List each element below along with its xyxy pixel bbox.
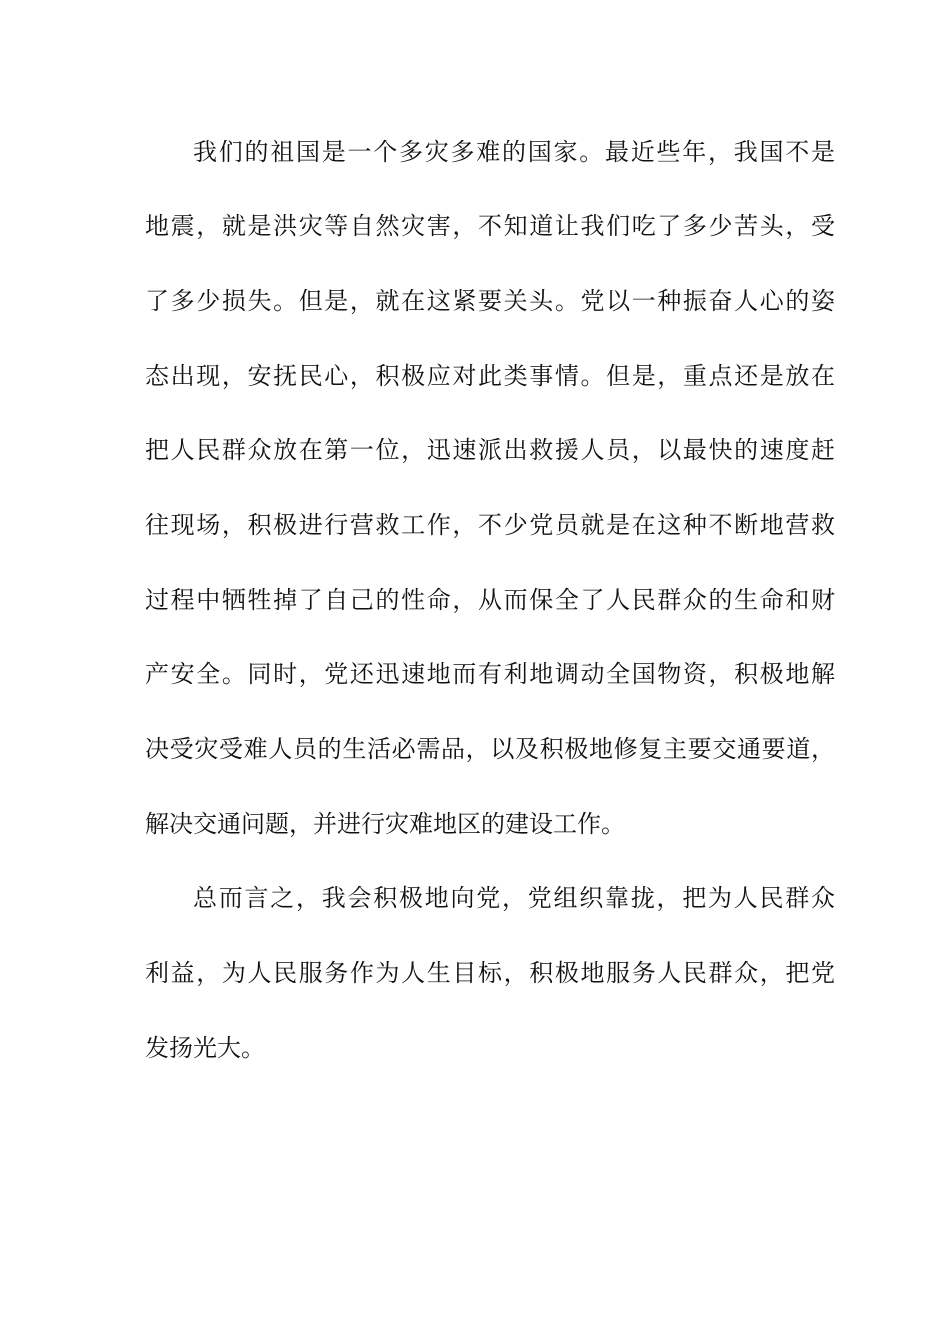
text-line: 把人民群众放在第一位，迅速派出救援人员，以最快的速度赶: [145, 436, 835, 464]
text-line: 了多少损失。但是，就在这紧要关头。党以一种振奋人心的姿: [145, 287, 835, 315]
text-line: 过程中牺牲掉了自己的性命，从而保全了人民群众的生命和财: [145, 586, 835, 614]
text-line: 地震，就是洪灾等自然灾害，不知道让我们吃了多少苦头，受: [145, 212, 835, 240]
text-line: 总而言之，我会积极地向党，党组织靠拢，把为人民群众: [193, 884, 835, 912]
text-line: 决受灾受难人员的生活必需品，以及积极地修复主要交通要道，: [145, 735, 835, 763]
text-line: 往现场，积极进行营救工作，不少党员就是在这种不断地营救: [145, 511, 835, 539]
text-line: 发扬光大。: [145, 1034, 265, 1062]
text-line: 我们的祖国是一个多灾多难的国家。最近些年，我国不是: [193, 138, 835, 166]
text-line: 产安全。同时，党还迅速地而有利地调动全国物资，积极地解: [145, 660, 835, 688]
text-line: 态出现，安抚民心，积极应对此类事情。但是，重点还是放在: [145, 362, 835, 390]
text-line: 解决交通问题，并进行灾难地区的建设工作。: [145, 810, 625, 838]
text-line: 利益，为人民服务作为人生目标，积极地服务人民群众，把党: [145, 959, 835, 987]
